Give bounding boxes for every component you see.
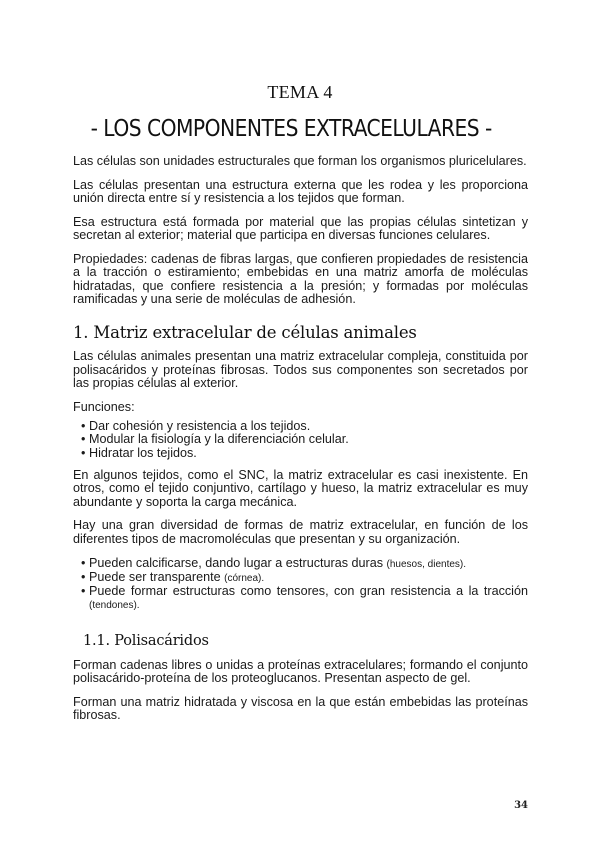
subsection-heading: 1.1. Polisacáridos (83, 632, 209, 649)
section-paragraph: Hay una gran diversidad de formas de matriz extracelular, en función de los diferentes tipos de macromoléculas que presentan y su organización. (73, 518, 528, 546)
list-item (89, 585, 528, 613)
list-item-note: (córnea). (224, 572, 265, 584)
subsection-paragraph: Forman cadenas libres o unidas a proteínas extracelulares; formando el conjunto polisacárido-proteína de los proteoglucanos. Presentan aspecto de gel. (73, 658, 528, 686)
functions-list (73, 420, 528, 460)
section-paragraph: En algunos tejidos, como el SNC, la matriz extracelular es casi inexistente. En otros, como el tejido conjuntivo, cartílago y hueso, la matriz extracelular es muy abundante y soporta la carga mecánica. (73, 468, 528, 509)
page-title: - LOS COMPONENTES EXTRACELULARES - (90, 116, 492, 142)
intro-paragraph: Esa estructura está formada por material que las propias células sintetizan y secretan al exterior; material que participa en diversas funciones celulares. (73, 214, 528, 243)
list-item-note: (huesos, dientes). (386, 558, 467, 570)
list-item: • Modular la fisiología y la diferenciación celular. (89, 433, 528, 446)
list-item: • Hidratar los tejidos. (89, 447, 528, 460)
forms-list (73, 557, 528, 613)
page-number: 34 (514, 800, 528, 811)
list-item-text: Puede ser transparente (89, 569, 225, 584)
list-item-text: Puede formar estructuras como tensores, con gran resistencia a la tracción (89, 584, 528, 599)
intro-paragraph: Propiedades: cadenas de fibras largas, que confieren propiedades de resistencia a la tracción o estiramiento; embebidas en una matriz amorfa de moléculas hidratadas, que confiere resistencia a la presión; y formadas por moléculas ramificadas y una serie de moléculas de adhesión. (73, 251, 528, 306)
list-item-text: Pueden calcificarse, dando lugar a estructuras duras (89, 555, 387, 570)
subsection-paragraph: Forman una matriz hidratada y viscosa en la que están embebidas las proteínas fibrosas. (73, 695, 528, 723)
list-item-note: (tendones). (89, 600, 140, 612)
chapter-label: TEMA 4 (267, 82, 333, 102)
functions-label: Funciones: (73, 399, 135, 414)
intro-paragraph: Las células son unidades estructurales que forman los organismos pluricelulares. (73, 154, 527, 168)
section-paragraph: Las células animales presentan una matriz extracelular compleja, constituida por polisacáridos y proteínas fibrosas. Todos sus componentes son secretados por las propias células al exterior. (73, 349, 528, 391)
list-item (89, 557, 528, 571)
intro-paragraph: Las células presentan una estructura externa que les rodea y les proporciona unión directa entre sí y resistencia a los tejidos que forman. (73, 177, 528, 206)
list-item: • Dar cohesión y resistencia a los tejidos. (89, 420, 528, 433)
document-body (73, 155, 528, 733)
list-item (89, 571, 528, 585)
section-heading: 1. Matriz extracelular de células animales (73, 323, 417, 343)
